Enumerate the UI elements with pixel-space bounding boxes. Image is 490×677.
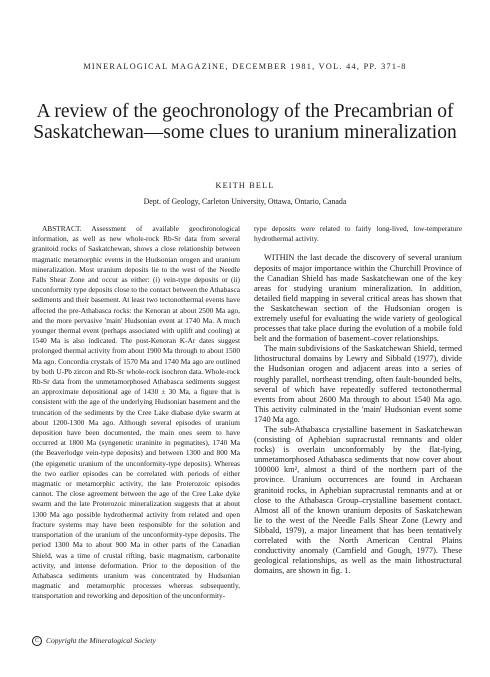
author-affiliation: Dept. of Geology, Carleton University, Ottawa, Ontario, Canada (143, 197, 347, 206)
intro-paragraph-3: The sub-Athabasca crystalline basement in Saskatchewan (consisting of Aphebian supracrustal remnants and older rocks) is overlain unconformably by the flat-lying, unmetamorphosed Athabasca sediments that now cover about 100000 km², almost a third of the northern part of the province. Uranium occurrences are found in Archaean granitoid rocks, in Aphebian supracrustal remnants and at or close to the Athabasca Group–crystalline basement contact. Almost all of the known uranium deposits of Saskatchewan lie to the west of the Needle Falls Shear Zone (Lewry and Sibbald, 1979), a major lineament that has been tentatively correlated with the North American Central Plains conductivity anomaly (Camfield and Gough, 1977). These geological relationships, as well as the main lithostructural domains, are shown in fig. 1. (254, 425, 462, 576)
copyright-footer (32, 636, 156, 646)
abstract-text: ABSTRACT. Assessment of available geochronological information, as well as new whole-rock Rb-Sr data from several granitoid rocks of Saskatchewan, shows a close relationship between magmatic metamorphic events in the Hudsonian orogen and uranium mineralization. Most uranium deposits lie to the west of the Needle Falls Shear Zone and occur as either: (i) vein-type deposits or (ii) unconformity type deposits close to the contact between the Athabasca sediments and their basement. At least two tectonothermal events have affected the pre-Athabasca rocks: the Kenoran at about 2500 Ma ago, and the more pervasive 'main' Hudsonian event at 1740 Ma. A much younger thermal event (perhaps associated with uplift and cooling) at 1540 Ma is also indicated. The post-Kenoran K-Ar dates suggest prolonged thermal activity from about 1900 Ma through to about 1500 Ma ago. Concordia crystals of 1570 Ma and 1740 Ma ago are outlined by both U-Pb zircon and Rb-Sr whole-rock isochron data. Whole-rock Rb-Sr data from the unmetamorphosed Athabasca sediments suggest an approximate depositional age of 1430 ± 30 Ma, a figure that is consistent with the age of the underlying Hudsonian basement and the truncation of the sediments by the Cree Lake diabase dyke swarm at about 1200-1300 Ma ago. Although several episodes of uranium deposition have been documented, the main ones seem to have occurred at 1800 Ma (syngenetic uraninite in pegmatites), 1740 Ma (the Beaverlodge vein-type deposits) and between 1300 and 800 Ma (the epigenetic uranium of the unconformity-type deposits). Whereas the two earlier episodes can be correlated with periods of either magmatic or metamorphic activity, the late Proterozoic episodes cannot. The close agreement between the age of the Cree Lake dyke swarm and the late Proterozoic mineralization suggests that at about 1300 Ma ago possible hydrothermal activity from related and open fracture systems may have been responsible for the solution and transportation of the uranium of the unconformity-type deposits. The period 1300 Ma to about 900 Ma in other parts of the Canadian Shield, was a time of crustal rifting, basic magmatism, carbonatite activity, and intense deformation. Prior to the deposition of the Athabasca sediments uranium was concentrated by Hudsonian magmatic and metamorphic processes whereas subsequently, transportation and reworking and deposition of the unconformity- (32, 224, 240, 601)
left-column (32, 224, 240, 602)
journal-header: MINERALOGICAL MAGAZINE, DECEMBER 1981, VOL. 44, PP. 371-8 (83, 62, 407, 71)
right-column (254, 224, 462, 576)
copyright-text: Copyright the Mineralogical Society (46, 636, 156, 645)
article-title: A review of the geochronology of the Precambrian of Saskatchewan—some clues to uranium mineralization (33, 101, 457, 143)
intro-paragraph-2: The main subdivisions of the Saskatchewan Shield, termed lithostructural domains by Lewry and Sibbald (1977), divide the Hudsonian orogen and adjacent areas into a series of roughly parallel, northeast trending, often fault-bounded belts, several of which have repeatedly suffered tectonothermal events from about 2600 Ma through to about 1540 Ma ago. This activity culminated in the 'main' Hudsonian event some 1740 Ma ago. (254, 344, 462, 424)
abstract-continuation: type deposits were related to fairly long-lived, low-temperature hydrothermal activity. (254, 224, 462, 244)
copyright-icon: C (32, 636, 42, 646)
intro-paragraph-1: WITHIN the last decade the discovery of several uranium deposits of major importance within the Churchill Province of the Canadian Shield has made Saskatchewan one of the key areas for studying uranium mineralization. In addition, detailed field mapping in several critical areas has shown that the Saskatchewan section of the Hudsonian orogen is extremely useful for evaluating the wide variety of geological processes that take place during the evolution of a mobile fold belt and the formation of basement–cover relationships. (254, 253, 462, 344)
author-name: KEITH BELL (215, 181, 275, 190)
